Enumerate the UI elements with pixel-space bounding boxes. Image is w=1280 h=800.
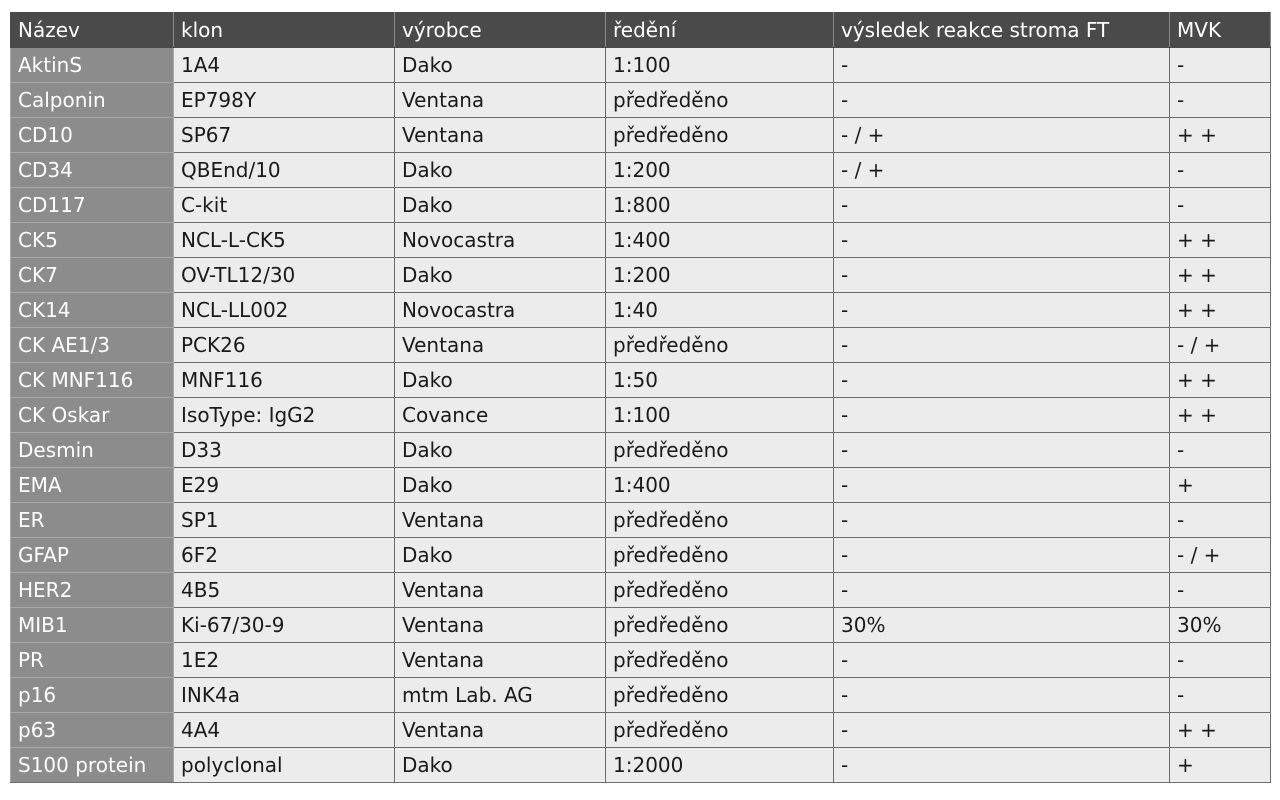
cell-klon: NCL-L-CK5 (174, 223, 395, 258)
table-row (11, 643, 1271, 678)
cell-vysledek: - (834, 573, 1170, 608)
cell-mvk: + + (1170, 363, 1271, 398)
table-row (11, 713, 1271, 748)
cell-name: EMA (11, 468, 174, 503)
cell-name: CK Oskar (11, 398, 174, 433)
cell-klon: QBEnd/10 (174, 153, 395, 188)
table-row (11, 118, 1271, 153)
cell-redeni: 1:400 (606, 223, 834, 258)
cell-redeni: předředěno (606, 328, 834, 363)
cell-vysledek: - (834, 643, 1170, 678)
cell-klon: 1E2 (174, 643, 395, 678)
cell-klon: SP1 (174, 503, 395, 538)
cell-vyrobce: Ventana (395, 118, 606, 153)
cell-name: p16 (11, 678, 174, 713)
table-row (11, 328, 1271, 363)
cell-mvk: - / + (1170, 328, 1271, 363)
antibody-table (10, 12, 1271, 783)
cell-mvk: - (1170, 433, 1271, 468)
cell-name: CD10 (11, 118, 174, 153)
cell-vysledek: - (834, 538, 1170, 573)
cell-redeni: předředěno (606, 573, 834, 608)
cell-redeni: 1:400 (606, 468, 834, 503)
cell-vysledek: - (834, 503, 1170, 538)
cell-redeni: 1:200 (606, 258, 834, 293)
cell-klon: INK4a (174, 678, 395, 713)
table-row (11, 678, 1271, 713)
cell-vyrobce: Dako (395, 433, 606, 468)
cell-redeni: 1:100 (606, 398, 834, 433)
table-row (11, 293, 1271, 328)
cell-mvk: + (1170, 468, 1271, 503)
cell-mvk: - (1170, 83, 1271, 118)
cell-mvk: - (1170, 188, 1271, 223)
cell-vysledek: - (834, 433, 1170, 468)
table-row (11, 608, 1271, 643)
cell-klon: OV-TL12/30 (174, 258, 395, 293)
cell-klon: C-kit (174, 188, 395, 223)
table-row (11, 223, 1271, 258)
cell-redeni: předředěno (606, 433, 834, 468)
cell-klon: 4A4 (174, 713, 395, 748)
table-row (11, 153, 1271, 188)
header-redeni: ředění (606, 13, 834, 48)
header-name: Název (11, 13, 174, 48)
table-row (11, 573, 1271, 608)
table-body (11, 48, 1271, 783)
cell-vyrobce: Novocastra (395, 223, 606, 258)
cell-vysledek: - (834, 468, 1170, 503)
table-row (11, 48, 1271, 83)
cell-vyrobce: Ventana (395, 573, 606, 608)
cell-klon: SP67 (174, 118, 395, 153)
cell-klon: IsoType: IgG2 (174, 398, 395, 433)
table-row (11, 363, 1271, 398)
cell-vysledek: - (834, 748, 1170, 783)
cell-klon: EP798Y (174, 83, 395, 118)
cell-redeni: předředěno (606, 538, 834, 573)
header-vyrobce: výrobce (395, 13, 606, 48)
cell-name: S100 protein (11, 748, 174, 783)
cell-vyrobce: mtm Lab. AG (395, 678, 606, 713)
table-row (11, 188, 1271, 223)
cell-redeni: 1:800 (606, 188, 834, 223)
cell-redeni: předředěno (606, 643, 834, 678)
table-row (11, 258, 1271, 293)
cell-name: GFAP (11, 538, 174, 573)
header-klon: klon (174, 13, 395, 48)
cell-redeni: 1:200 (606, 153, 834, 188)
cell-mvk: - (1170, 48, 1271, 83)
cell-vyrobce: Dako (395, 538, 606, 573)
cell-vysledek: - (834, 398, 1170, 433)
cell-name: CK7 (11, 258, 174, 293)
cell-redeni: 1:2000 (606, 748, 834, 783)
table-header (11, 13, 1271, 48)
table-row (11, 433, 1271, 468)
cell-name: PR (11, 643, 174, 678)
cell-vyrobce: Covance (395, 398, 606, 433)
cell-vyrobce: Dako (395, 748, 606, 783)
cell-mvk: + + (1170, 713, 1271, 748)
cell-name: Calponin (11, 83, 174, 118)
cell-vyrobce: Ventana (395, 643, 606, 678)
cell-vysledek: - (834, 678, 1170, 713)
cell-mvk: + + (1170, 223, 1271, 258)
cell-klon: MNF116 (174, 363, 395, 398)
table-row (11, 398, 1271, 433)
cell-vysledek: - (834, 223, 1170, 258)
cell-klon: polyclonal (174, 748, 395, 783)
cell-vyrobce: Ventana (395, 713, 606, 748)
cell-redeni: předředěno (606, 608, 834, 643)
header-row (11, 13, 1271, 48)
cell-klon: D33 (174, 433, 395, 468)
header-mvk: MVK (1170, 13, 1271, 48)
cell-klon: NCL-LL002 (174, 293, 395, 328)
cell-mvk: + + (1170, 118, 1271, 153)
cell-mvk: - (1170, 153, 1271, 188)
cell-vysledek: - (834, 83, 1170, 118)
cell-mvk: - (1170, 678, 1271, 713)
table-row (11, 538, 1271, 573)
antibody-table-container (10, 12, 1270, 783)
cell-vyrobce: Ventana (395, 83, 606, 118)
cell-vyrobce: Ventana (395, 503, 606, 538)
cell-vysledek: - (834, 363, 1170, 398)
cell-name: CK MNF116 (11, 363, 174, 398)
cell-vyrobce: Dako (395, 258, 606, 293)
cell-name: p63 (11, 713, 174, 748)
cell-name: ER (11, 503, 174, 538)
cell-name: CK5 (11, 223, 174, 258)
cell-klon: E29 (174, 468, 395, 503)
cell-name: CD117 (11, 188, 174, 223)
cell-vysledek: - (834, 328, 1170, 363)
table-row (11, 83, 1271, 118)
cell-name: MIB1 (11, 608, 174, 643)
cell-mvk: - (1170, 573, 1271, 608)
cell-mvk: + (1170, 748, 1271, 783)
cell-name: Desmin (11, 433, 174, 468)
header-vysledek: výsledek reakce stroma FT (834, 13, 1170, 48)
cell-vysledek: - (834, 713, 1170, 748)
cell-vyrobce: Novocastra (395, 293, 606, 328)
cell-vyrobce: Ventana (395, 608, 606, 643)
cell-name: AktinS (11, 48, 174, 83)
cell-klon: PCK26 (174, 328, 395, 363)
cell-klon: Ki-67/30-9 (174, 608, 395, 643)
cell-redeni: předředěno (606, 678, 834, 713)
cell-vysledek: - (834, 258, 1170, 293)
cell-redeni: předředěno (606, 503, 834, 538)
cell-redeni: 1:100 (606, 48, 834, 83)
cell-mvk: + + (1170, 398, 1271, 433)
cell-name: HER2 (11, 573, 174, 608)
cell-vysledek: 30% (834, 608, 1170, 643)
cell-redeni: předředěno (606, 118, 834, 153)
table-row (11, 748, 1271, 783)
cell-klon: 4B5 (174, 573, 395, 608)
cell-redeni: předředěno (606, 713, 834, 748)
cell-mvk: 30% (1170, 608, 1271, 643)
cell-klon: 6F2 (174, 538, 395, 573)
cell-redeni: předředěno (606, 83, 834, 118)
cell-name: CK14 (11, 293, 174, 328)
cell-mvk: + + (1170, 258, 1271, 293)
cell-redeni: 1:50 (606, 363, 834, 398)
cell-vyrobce: Dako (395, 48, 606, 83)
cell-vysledek: - (834, 188, 1170, 223)
cell-vysledek: - (834, 293, 1170, 328)
cell-mvk: + + (1170, 293, 1271, 328)
cell-vyrobce: Ventana (395, 328, 606, 363)
cell-name: CK AE1/3 (11, 328, 174, 363)
cell-redeni: 1:40 (606, 293, 834, 328)
cell-klon: 1A4 (174, 48, 395, 83)
cell-vyrobce: Dako (395, 363, 606, 398)
cell-vysledek: - / + (834, 153, 1170, 188)
cell-mvk: - (1170, 643, 1271, 678)
cell-mvk: - / + (1170, 538, 1271, 573)
cell-vyrobce: Dako (395, 468, 606, 503)
cell-vysledek: - / + (834, 118, 1170, 153)
cell-vyrobce: Dako (395, 153, 606, 188)
table-row (11, 503, 1271, 538)
cell-vyrobce: Dako (395, 188, 606, 223)
table-row (11, 468, 1271, 503)
cell-vysledek: - (834, 48, 1170, 83)
cell-mvk: - (1170, 503, 1271, 538)
cell-name: CD34 (11, 153, 174, 188)
